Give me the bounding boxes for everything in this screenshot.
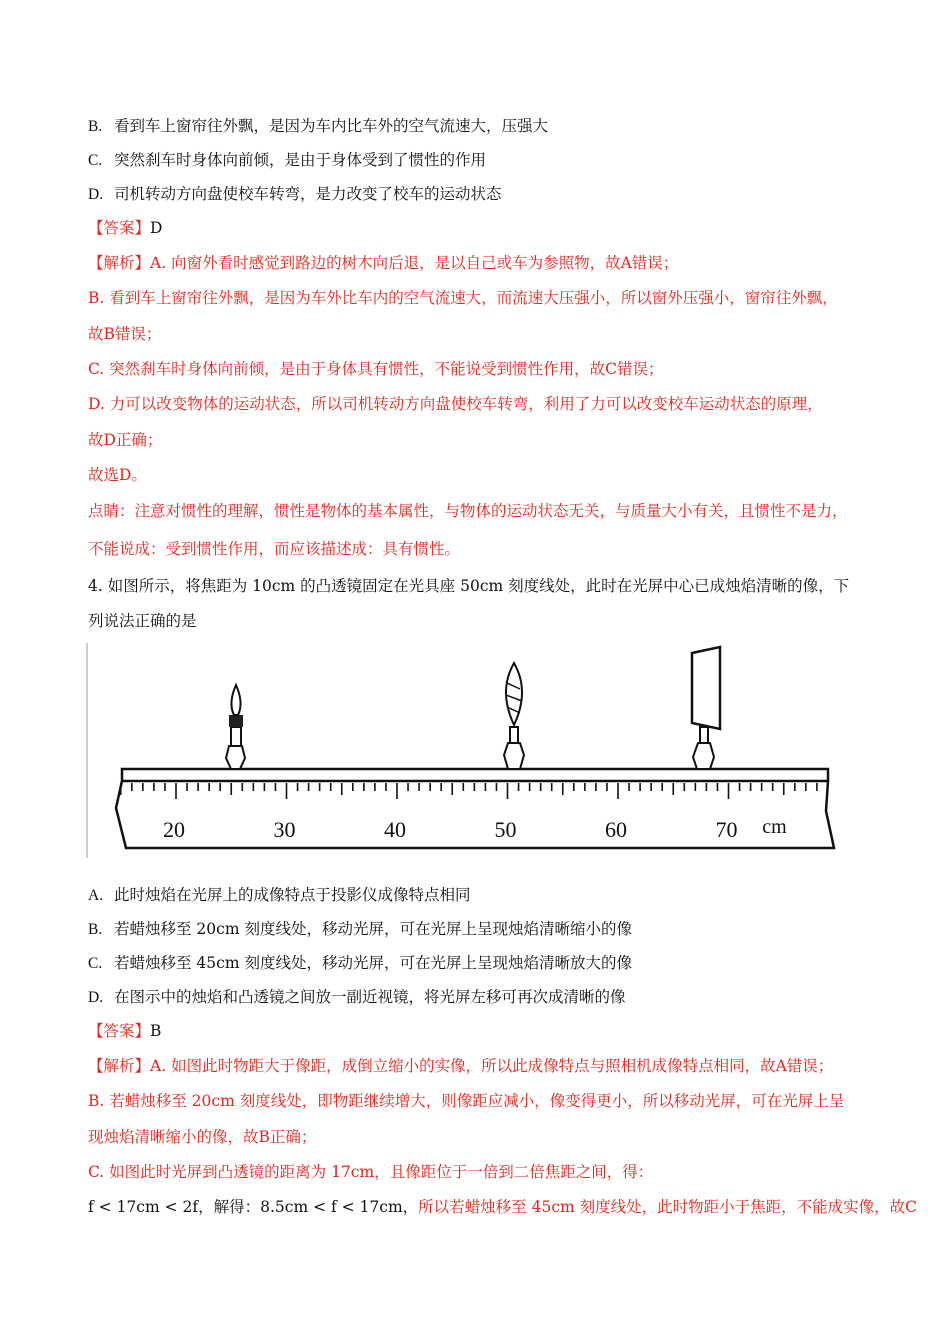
q3-option-b xyxy=(88,115,548,138)
q3-analysis-a xyxy=(88,252,678,274)
answer-label: 【答案】 xyxy=(88,1022,151,1040)
answer-value: B xyxy=(150,1022,162,1040)
option-text: 看到车上窗帘往外飘，是因为车内比车外的空气流速大，压强大 xyxy=(114,117,549,135)
light-screen xyxy=(692,647,720,769)
q3-analysis-b-2: 故B错误； xyxy=(88,325,162,343)
scale-label: 50 xyxy=(494,817,517,842)
q3-option-d xyxy=(88,183,502,206)
analysis-text: 所以若蜡烛移至 45cm 刻度线处，此时物距小于焦距，不能成实像，故C xyxy=(418,1198,917,1216)
scale-labels xyxy=(163,816,787,842)
option-text: 若蜡烛移至 20cm 刻度线处，移动光屏，可在光屏上呈现烛焰清晰缩小的像 xyxy=(114,920,632,938)
scale-label: 20 xyxy=(163,817,185,842)
option-letter: D. xyxy=(88,989,104,1006)
q4-option-b xyxy=(88,918,632,941)
q4-analysis-c-1: C. 如图此时光屏到凸透镜的距离为 17cm，且像距位于一倍到二倍焦距之间，得： xyxy=(88,1163,654,1181)
scale-label: 60 xyxy=(605,817,627,842)
q3-tip-1: 点睛：注意对惯性的理解，惯性是物体的基本属性，与物体的运动状态无关，与质量大小有关，且惯性不是力， xyxy=(88,502,848,520)
q4-analysis-b-1: B. 若蜡烛移至 20cm 刻度线处，即物距继续增大，则像距应减小，像变得更小，所以移动光屏，可在光屏上呈 xyxy=(88,1092,845,1110)
analysis-text: A. 向窗外看时感觉到路边的树木向后退，是以自己或车为参照物，故A错误； xyxy=(150,254,679,272)
option-text: 此时烛焰在光屏上的成像特点于投影仪成像特点相同 xyxy=(114,886,471,904)
q4-answer xyxy=(88,1020,161,1042)
analysis-label: 【解析】 xyxy=(88,1057,151,1075)
q3-analysis-d-1: D. 力可以改变物体的运动状态，所以司机转动方向盘使校车转弯，利用了力可以改变校车运动状态的原理， xyxy=(88,395,823,413)
q3-tip-2: 不能说成：受到惯性作用，而应该描述成：具有惯性。 xyxy=(88,540,461,558)
q3-conclusion: 故选D。 xyxy=(88,466,147,484)
q3-analysis-b-1: B. 看到车上窗帘往外飘，是因为车外比车内的空气流速大，而流速大压强小，所以窗外压强小，窗帘往外飘， xyxy=(88,289,838,307)
q4-stem-1: 4. 如图所示，将焦距为 10cm 的凸透镜固定在光具座 50cm 刻度线处，此时在光屏中心已成烛焰清晰的像，下 xyxy=(88,577,850,595)
option-text: 若蜡烛移至 45cm 刻度线处，移动光屏，可在光屏上呈现烛焰清晰放大的像 xyxy=(114,954,632,972)
option-letter: B. xyxy=(88,118,103,135)
q3-answer xyxy=(88,217,162,239)
q3-analysis-c: C. 突然刹车时身体向前倾，是由于身体具有惯性，不能说受到惯性作用，故C错误； xyxy=(88,360,664,378)
analysis-label: 【解析】 xyxy=(88,254,151,272)
q4-analysis-b-2: 现烛焰清晰缩小的像，故B正确； xyxy=(88,1128,317,1146)
option-text: 突然刹车时身体向前倾，是由于身体受到了惯性的作用 xyxy=(114,151,487,169)
q3-option-c xyxy=(88,149,486,172)
option-letter: D. xyxy=(88,186,104,203)
scale-unit-label: cm xyxy=(762,816,787,838)
answer-label: 【答案】 xyxy=(88,219,151,237)
option-text: 在图示中的烛焰和凸透镜之间放一副近视镜，将光屏左移可再次成清晰的像 xyxy=(114,988,626,1006)
option-text: 司机转动方向盘使校车转弯，是力改变了校车的运动状态 xyxy=(114,185,502,203)
scale-label: 70 xyxy=(715,817,738,842)
optical-bench-diagram xyxy=(86,643,846,863)
option-letter: C. xyxy=(88,152,103,169)
analysis-text: A. 如图此时物距大于像距，成倒立缩小的实像，所以此成像特点与照相机成像特点相同，故A错误； xyxy=(150,1057,834,1075)
q4-analysis-a xyxy=(88,1055,833,1077)
math-expression: f < 17cm < 2f，解得：8.5cm < f < 17cm， xyxy=(88,1198,419,1216)
answer-value: D xyxy=(150,219,163,237)
q3-analysis-d-2: 故D正确； xyxy=(88,431,163,449)
q4-stem-2: 列说法正确的是 xyxy=(88,612,197,630)
optical-bench-figure xyxy=(86,643,846,867)
scale-ticks xyxy=(121,783,817,799)
option-letter: C. xyxy=(88,955,103,972)
convex-lens xyxy=(504,663,524,769)
option-letter: A. xyxy=(88,887,104,904)
candle xyxy=(226,685,245,769)
option-letter: B. xyxy=(88,921,103,938)
q4-option-d xyxy=(88,986,626,1009)
scale-label: 40 xyxy=(384,817,406,842)
q4-option-a xyxy=(88,884,471,907)
q4-option-c xyxy=(88,952,632,975)
q4-analysis-c-2 xyxy=(88,1196,917,1218)
scale-label: 30 xyxy=(273,817,296,842)
